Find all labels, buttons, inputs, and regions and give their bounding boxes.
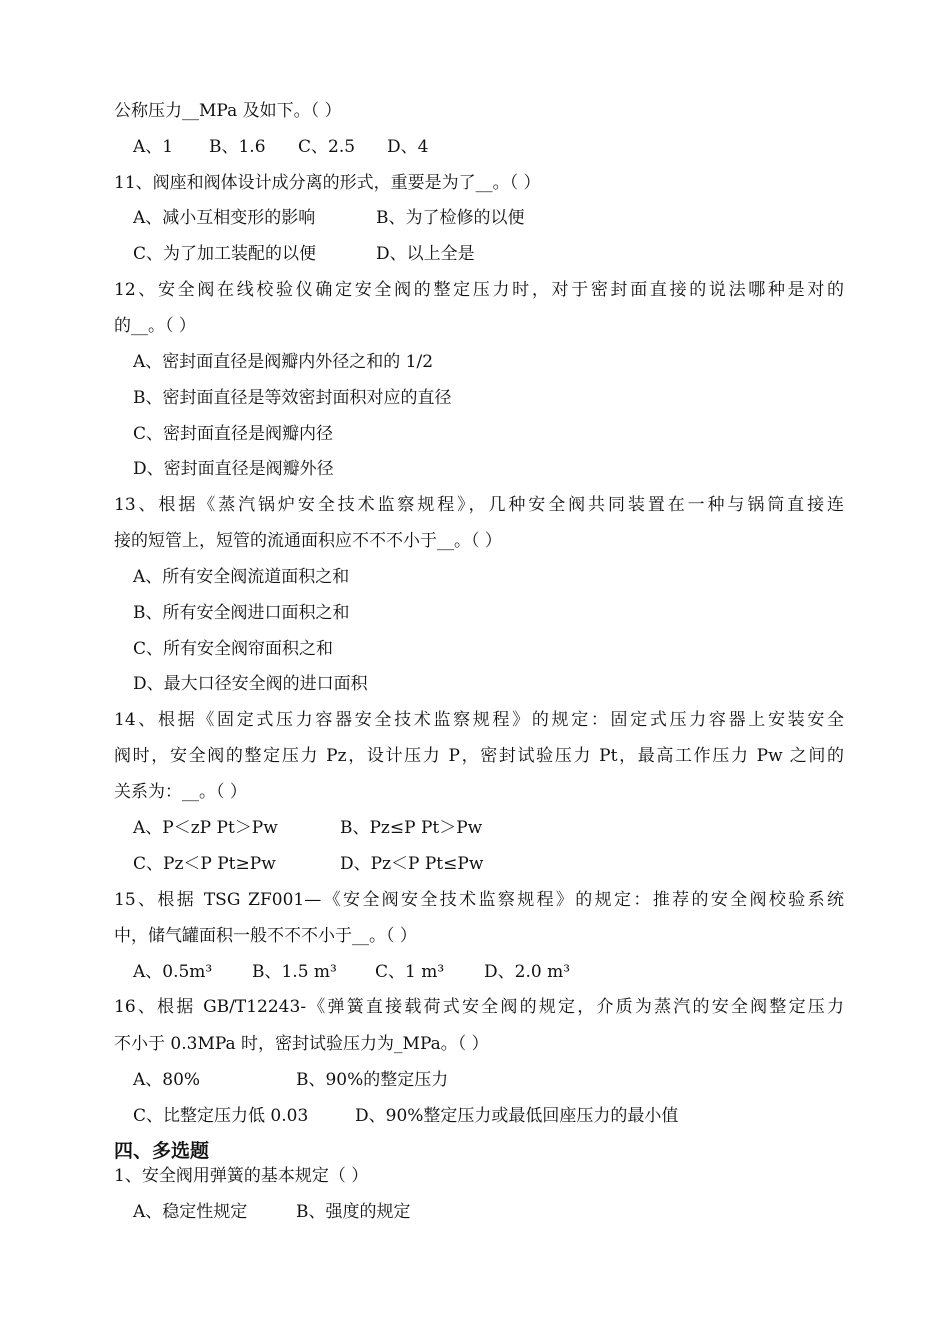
option-c: C、所有安全阀帘面积之和 — [133, 639, 334, 659]
option-row — [133, 1105, 863, 1127]
option-a: A、稳定性规定 — [133, 1202, 248, 1222]
option-b: B、为了检修的以便 — [376, 208, 525, 228]
question-14-cont: 阀时，安全阀的整定压力 Pz，设计压力 P，密封试验压力 Pt，最高工作压力 Pw 之间的 — [114, 746, 844, 766]
option-b: B、所有安全阀进口面积之和 — [133, 603, 350, 623]
option-d: D、Pz＜P Pt≤Pw — [340, 854, 484, 874]
option-d: D、最大口径安全阀的进口面积 — [133, 674, 368, 694]
option-d: D、2.0 m³ — [484, 962, 571, 982]
option-d: D、90%整定压力或最低回座压力的最小值 — [355, 1106, 679, 1126]
option-a: A、1 — [133, 137, 174, 157]
question-15-cont: 中，储气罐面积一般不不不小于__。（ ） — [114, 926, 417, 946]
option-row — [133, 853, 863, 875]
option-b: B、1.6 — [209, 137, 266, 157]
option-c: C、密封面直径是阀瓣内径 — [133, 424, 334, 444]
option-row — [133, 136, 863, 158]
option-a: A、80% — [133, 1070, 201, 1090]
question-14-cont: 关系为：__。（ ） — [114, 782, 247, 802]
option-a: A、0.5m³ — [133, 962, 213, 982]
option-row — [133, 961, 863, 983]
option-c: C、比整定压力低 0.03 — [133, 1106, 309, 1126]
option-row — [133, 817, 863, 839]
option-row — [133, 1201, 863, 1223]
question-16-cont: 不小于 0.3MPa 时，密封试验压力为_MPa。（ ） — [114, 1034, 489, 1054]
option-a: A、所有安全阀流道面积之和 — [133, 567, 350, 587]
option-c: C、1 m³ — [375, 962, 445, 982]
question-13-cont: 接的短管上，短管的流通面积应不不不小于__。（ ） — [114, 531, 502, 551]
option-a: A、P＜zP Pt＞Pw — [133, 818, 278, 838]
option-d: D、4 — [387, 137, 429, 157]
question-13: 13、根据《蒸汽锅炉安全技术监察规程》，几种安全阀共同装置在一种与锅筒直接连 — [114, 495, 844, 515]
option-b: B、Pz≤P Pt＞Pw — [340, 818, 483, 838]
question-12-cont: 的__。（ ） — [114, 316, 196, 336]
section-heading: 四、多选题 — [114, 1140, 210, 1162]
option-c: C、Pz＜P Pt≥Pw — [133, 854, 276, 874]
option-row — [133, 243, 863, 265]
question-15: 15、根据 TSG ZF001—《安全阀安全技术监察规程》的规定：推荐的安全阀校验系统 — [114, 890, 844, 910]
option-b: B、强度的规定 — [296, 1202, 411, 1222]
question-12: 12、安全阀在线校验仪确定安全阀的整定压力时，对于密封面直接的说法哪种是对的 — [114, 280, 844, 300]
option-row — [133, 207, 863, 229]
option-a: A、密封面直径是阀瓣内外径之和的 1/2 — [133, 352, 434, 372]
option-b: B、1.5 m³ — [252, 962, 337, 982]
question-16: 16、根据 GB/T12243-《弹簧直接载荷式安全阀的规定，介质为蒸汽的安全阀整定压力 — [114, 997, 844, 1017]
option-row — [133, 1069, 863, 1091]
option-b: B、密封面直径是等效密封面积对应的直径 — [133, 388, 452, 408]
option-c: C、为了加工装配的以便 — [133, 244, 317, 264]
question-11: 11、阀座和阀体设计成分离的形式，重要是为了__。（ ） — [114, 173, 541, 193]
question-continuation: 公称压力__MPa 及如下。（ ） — [114, 101, 342, 121]
option-b: B、90%的整定压力 — [296, 1070, 449, 1090]
option-a: A、减小互相变形的影响 — [133, 208, 316, 228]
question-14: 14、根据《固定式压力容器安全技术监察规程》的规定：固定式压力容器上安装安全 — [114, 710, 844, 730]
question-1: 1、安全阀用弹簧的基本规定（ ） — [114, 1166, 369, 1186]
option-d: D、以上全是 — [376, 244, 475, 264]
option-d: D、密封面直径是阀瓣外径 — [133, 459, 334, 479]
option-c: C、2.5 — [298, 137, 356, 157]
